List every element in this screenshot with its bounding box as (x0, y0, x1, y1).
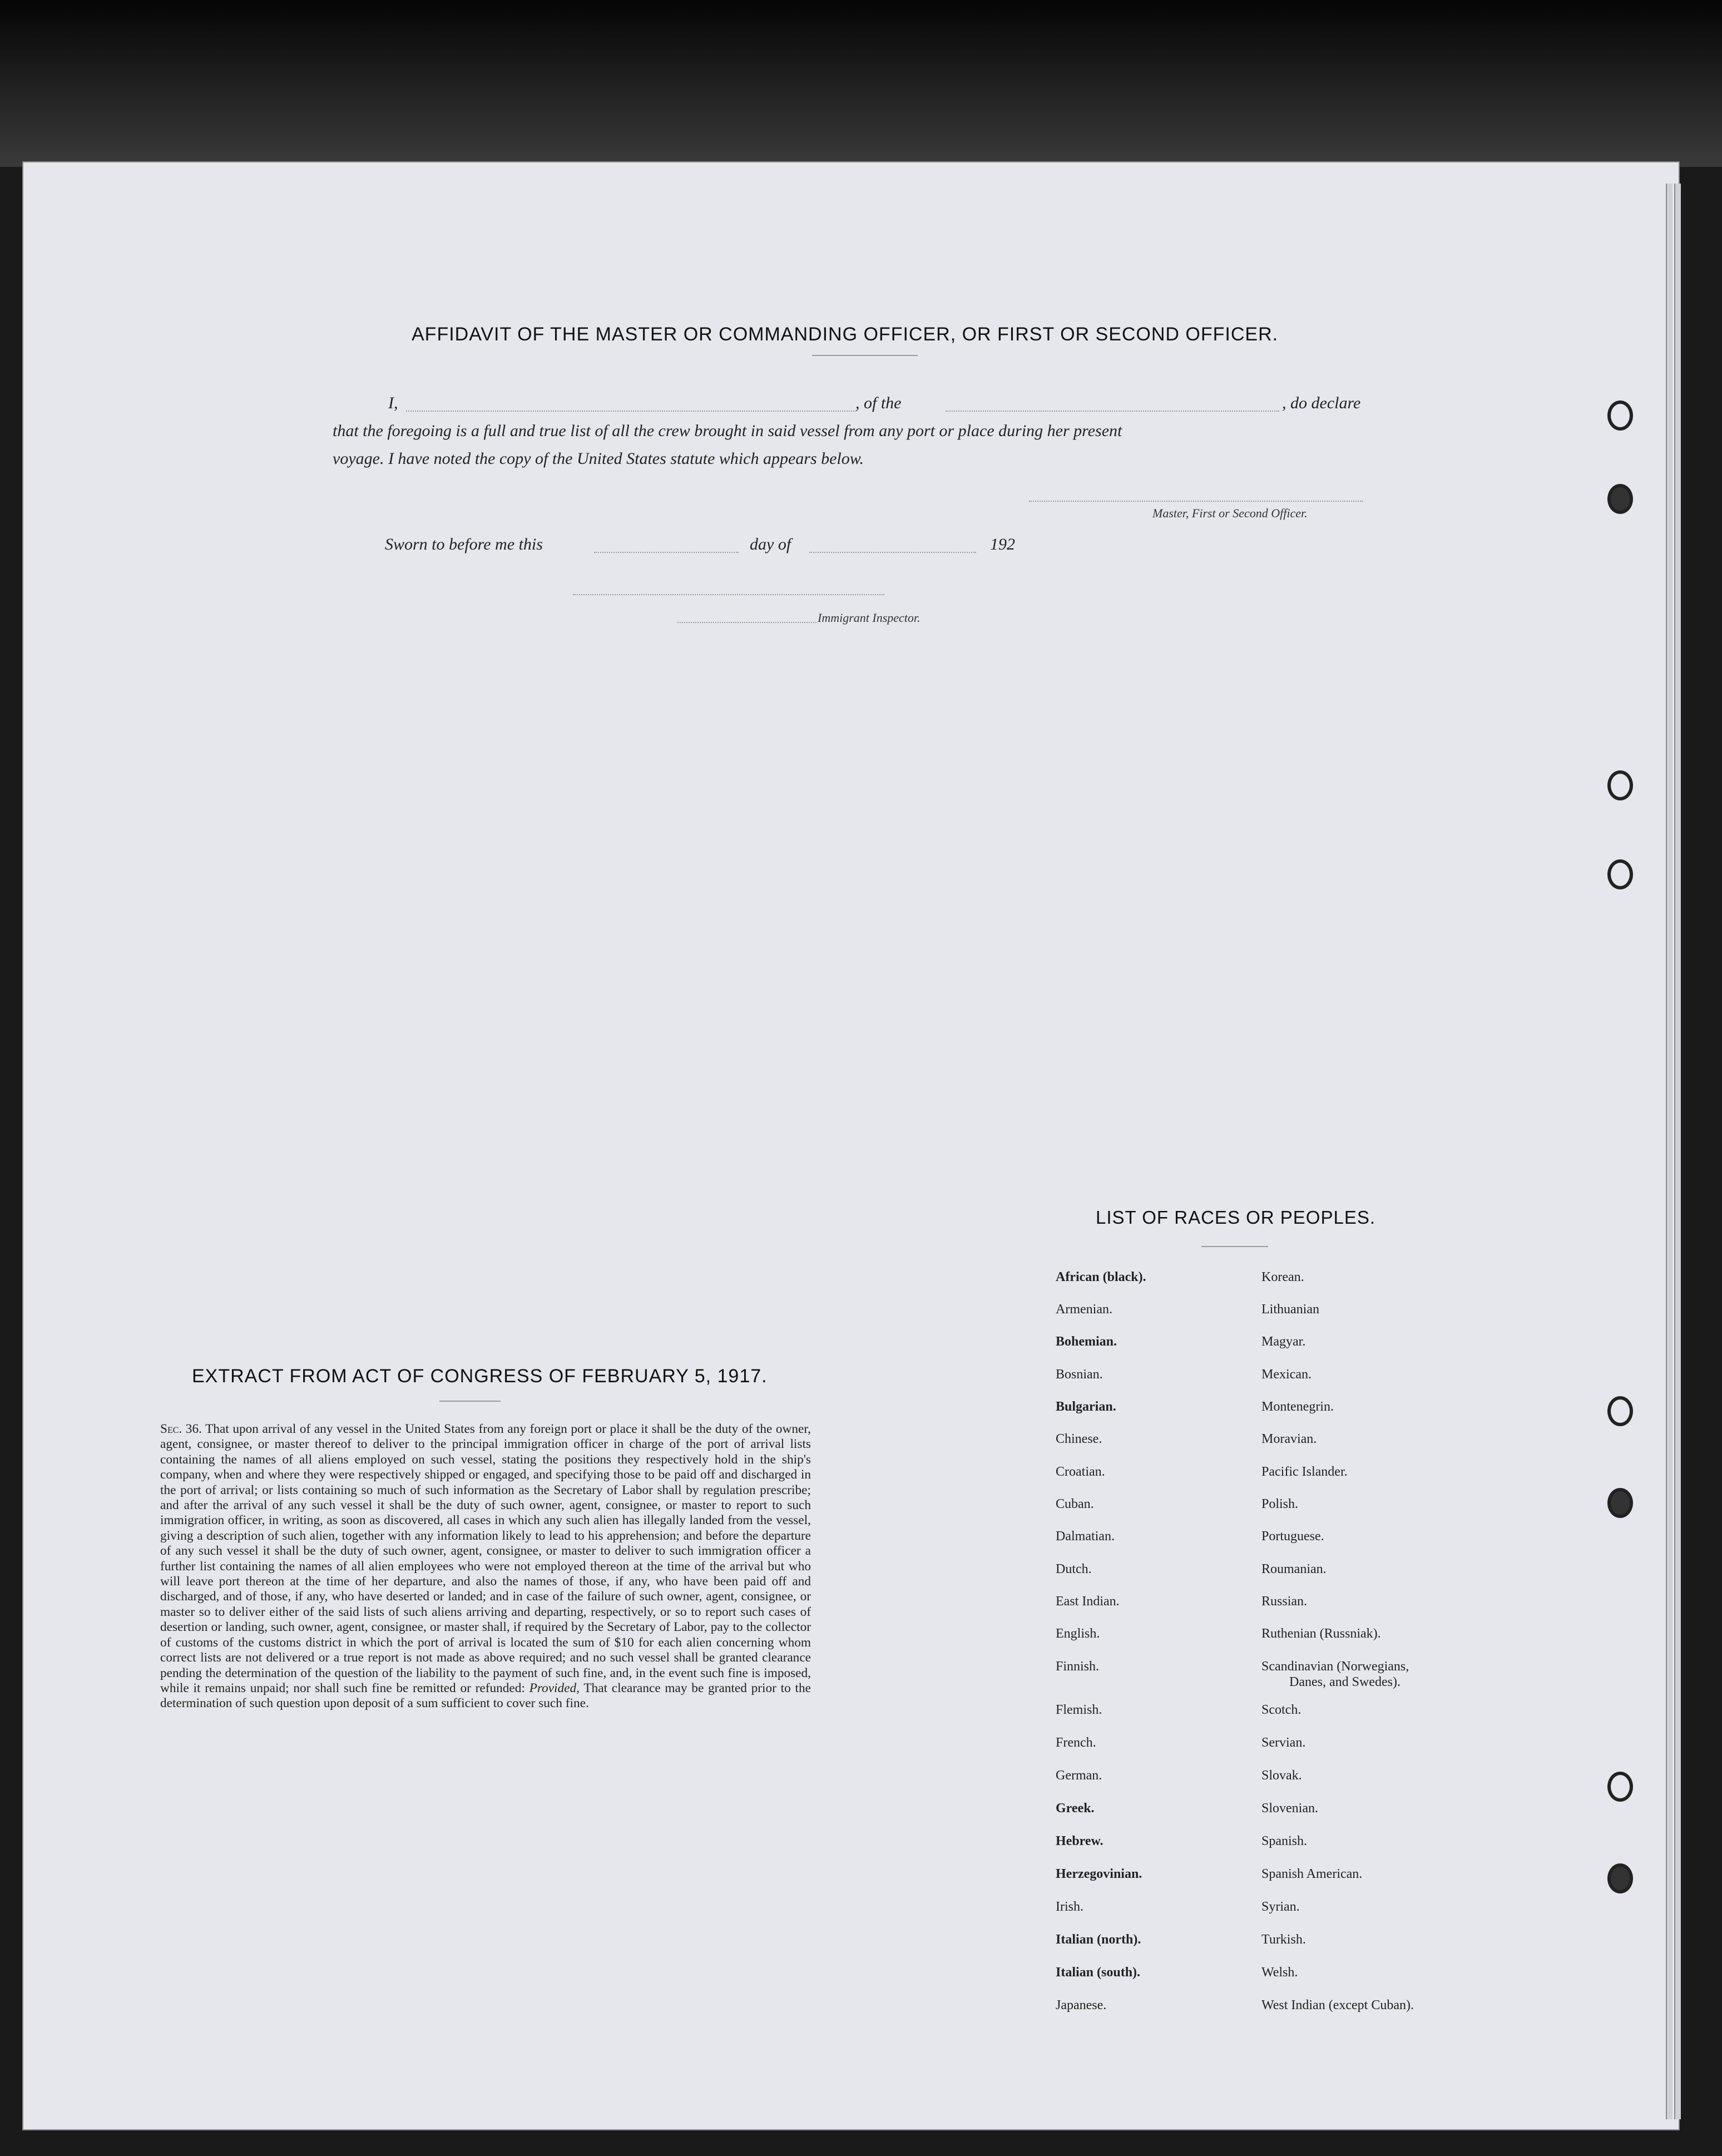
inspector-caption: Immigrant Inspector. (818, 611, 921, 625)
race-item: Cuban. (1056, 1497, 1094, 1511)
race-item: Japanese. (1056, 1998, 1107, 2012)
affidavit-line3: voyage. I have noted the copy of the United States statute which appears below. (333, 449, 864, 468)
binder-hole (1607, 484, 1633, 514)
sworn-year: 192 (990, 535, 1015, 553)
race-item: Bulgarian. (1056, 1400, 1116, 1414)
race-item: Scotch. (1261, 1703, 1302, 1717)
race-item: Greek. (1056, 1801, 1095, 1816)
race-item: East Indian. (1056, 1594, 1120, 1609)
section-label: Sec. 36. (160, 1422, 202, 1436)
race-item: Italian (north). (1056, 1932, 1141, 1947)
scanner-top-band (0, 0, 1722, 167)
race-item: Korean. (1261, 1270, 1304, 1284)
race-item: Bosnian. (1056, 1367, 1103, 1382)
race-item: Montenegrin. (1261, 1400, 1334, 1414)
race-item: Dalmatian. (1056, 1529, 1115, 1544)
page-edge (1666, 184, 1672, 2119)
signature-blank[interactable] (1029, 501, 1363, 502)
signature-caption: Master, First or Second Officer. (1152, 506, 1308, 520)
extract-title: EXTRACT FROM ACT OF CONGRESS OF FEBRUARY 5, 1917. (192, 1366, 768, 1387)
race-item: Roumanian. (1261, 1562, 1327, 1576)
binder-hole (1607, 400, 1633, 431)
sworn-text: Sworn to before me this (385, 535, 543, 553)
race-item: Flemish. (1056, 1703, 1102, 1717)
race-item: Lithuanian (1261, 1302, 1319, 1317)
race-item: Danes, and Swedes). (1289, 1675, 1401, 1689)
sworn-day: day of (750, 535, 791, 553)
race-item: Welsh. (1261, 1965, 1298, 1980)
affidavit-line1-mid: , of the (855, 394, 902, 412)
race-item: Croatian. (1056, 1465, 1105, 1479)
race-item: Finnish. (1056, 1659, 1100, 1674)
binder-hole (1607, 859, 1633, 889)
affidavit-line1-end: , do declare (1282, 394, 1361, 412)
affidavit-line1-start: I, (388, 394, 398, 412)
race-item: Polish. (1261, 1497, 1299, 1511)
race-item: Moravian. (1261, 1432, 1317, 1446)
race-item: Spanish American. (1261, 1867, 1363, 1881)
races-rule (1201, 1246, 1268, 1247)
extract-text-post: That clearance may be granted prior to the determination of such question upon deposit of a sum sufficient to cover such fine. (160, 1680, 811, 1711)
title-rule (812, 355, 918, 356)
race-item: Spanish. (1261, 1834, 1308, 1848)
affidavit-line2: that the foregoing is a full and true list of all the crew brought in said vessel from any port or place during her present (333, 422, 1122, 440)
race-item: Scandinavian (Norwegians, (1261, 1659, 1409, 1674)
race-item: Magyar. (1261, 1334, 1306, 1349)
race-item: Dutch. (1056, 1562, 1092, 1576)
race-item: Hebrew. (1056, 1834, 1104, 1848)
race-item: Turkish. (1261, 1932, 1306, 1947)
name-blank[interactable] (406, 411, 857, 412)
race-item: Slovenian. (1261, 1801, 1318, 1816)
race-item: Mexican. (1261, 1367, 1312, 1382)
race-item: Portuguese. (1261, 1529, 1324, 1544)
race-item: English. (1056, 1626, 1100, 1641)
race-item: Bohemian. (1056, 1334, 1117, 1349)
race-item: Russian. (1261, 1594, 1308, 1609)
race-item: Servian. (1261, 1735, 1306, 1750)
binder-hole (1607, 1863, 1633, 1893)
race-item: African (black). (1056, 1270, 1146, 1284)
race-item: Slovak. (1261, 1768, 1302, 1783)
race-item: Italian (south). (1056, 1965, 1141, 1980)
race-item: Armenian. (1056, 1302, 1112, 1317)
affidavit-title: AFFIDAVIT OF THE MASTER OR COMMANDING OFFICER, OR FIRST OR SECOND OFFICER. (412, 324, 1279, 345)
race-item: Herzegovinian. (1056, 1867, 1142, 1881)
race-item: German. (1056, 1768, 1102, 1783)
race-item: Syrian. (1261, 1900, 1300, 1914)
race-item: Irish. (1056, 1900, 1083, 1914)
vessel-blank[interactable] (946, 411, 1279, 412)
race-item: Chinese. (1056, 1432, 1102, 1446)
race-item: Ruthenian (Russniak). (1261, 1626, 1381, 1641)
races-title: LIST OF RACES OR PEOPLES. (1096, 1207, 1376, 1228)
extract-body (160, 1422, 811, 1712)
day-blank[interactable] (594, 552, 739, 553)
binder-hole (1607, 1772, 1633, 1802)
provided-word: Provided, (529, 1680, 580, 1695)
inspector-signature-blank[interactable] (573, 594, 884, 595)
page-edge (1674, 184, 1681, 2119)
race-item: West Indian (except Cuban). (1261, 1998, 1414, 2012)
race-item: Pacific Islander. (1261, 1465, 1348, 1479)
binder-hole (1607, 1396, 1633, 1426)
binder-hole (1607, 770, 1633, 800)
binder-hole (1607, 1488, 1633, 1518)
inspector-blank[interactable] (677, 622, 817, 623)
extract-text-pre: That upon arrival of any vessel in the United States from any foreign port or place it shall be the duty of the owner, agent, consignee, or master thereof to deliver to the principal immigration officer in charge of the port of arrival lists containing the names of all aliens employed on such vessel, stating the positions they respectively hold in the ship's company, when and where they were respectively shipped or engaged, and specifying those to be paid off and discharged in the port of arrival; or lists containing so much of such information as the Secretary of Labor shall by regulation prescribe; and after the arrival of any such vessel it shall be the duty of such owner, agent, consignee, or master to report to such immigration officer, in writing, as soon as discovered, all cases in which any such alien has illegally landed from the vessel, giving a description of such alien, together with any information likely to lead to his apprehension; and before the departure of any such vessel it shall be the duty of such owner, agent, consignee, or master to deliver to such immigration officer a further list containing the names of all alien employees who were not employed thereon at the time of the arrival but who will leave port thereon at the time of her departure, and also the names of those, if any, who have been paid off and discharged, and of those, if any, who have deserted or landed; and in case of the failure of such owner, agent, consignee, or master so to deliver either of the said lists of such aliens arriving and departing, respectively, or so to report such cases of desertion or landing, such owner, agent, consignee, or master shall, if required by the Secretary of Labor, pay to the collector of customs of the customs district in which the port of arrival is located the sum of $10 for each alien concerning whom correct lists are not delivered or a true report is not made as above required; and no such vessel shall be granted clearance pending the determination of the question of the liability to the payment of such fine, and, in the event such fine is imposed, while it remains unpaid; nor shall such fine be remitted or refunded: (160, 1422, 811, 1695)
month-blank[interactable] (809, 552, 976, 553)
race-item: French. (1056, 1735, 1096, 1750)
extract-rule (439, 1401, 501, 1402)
